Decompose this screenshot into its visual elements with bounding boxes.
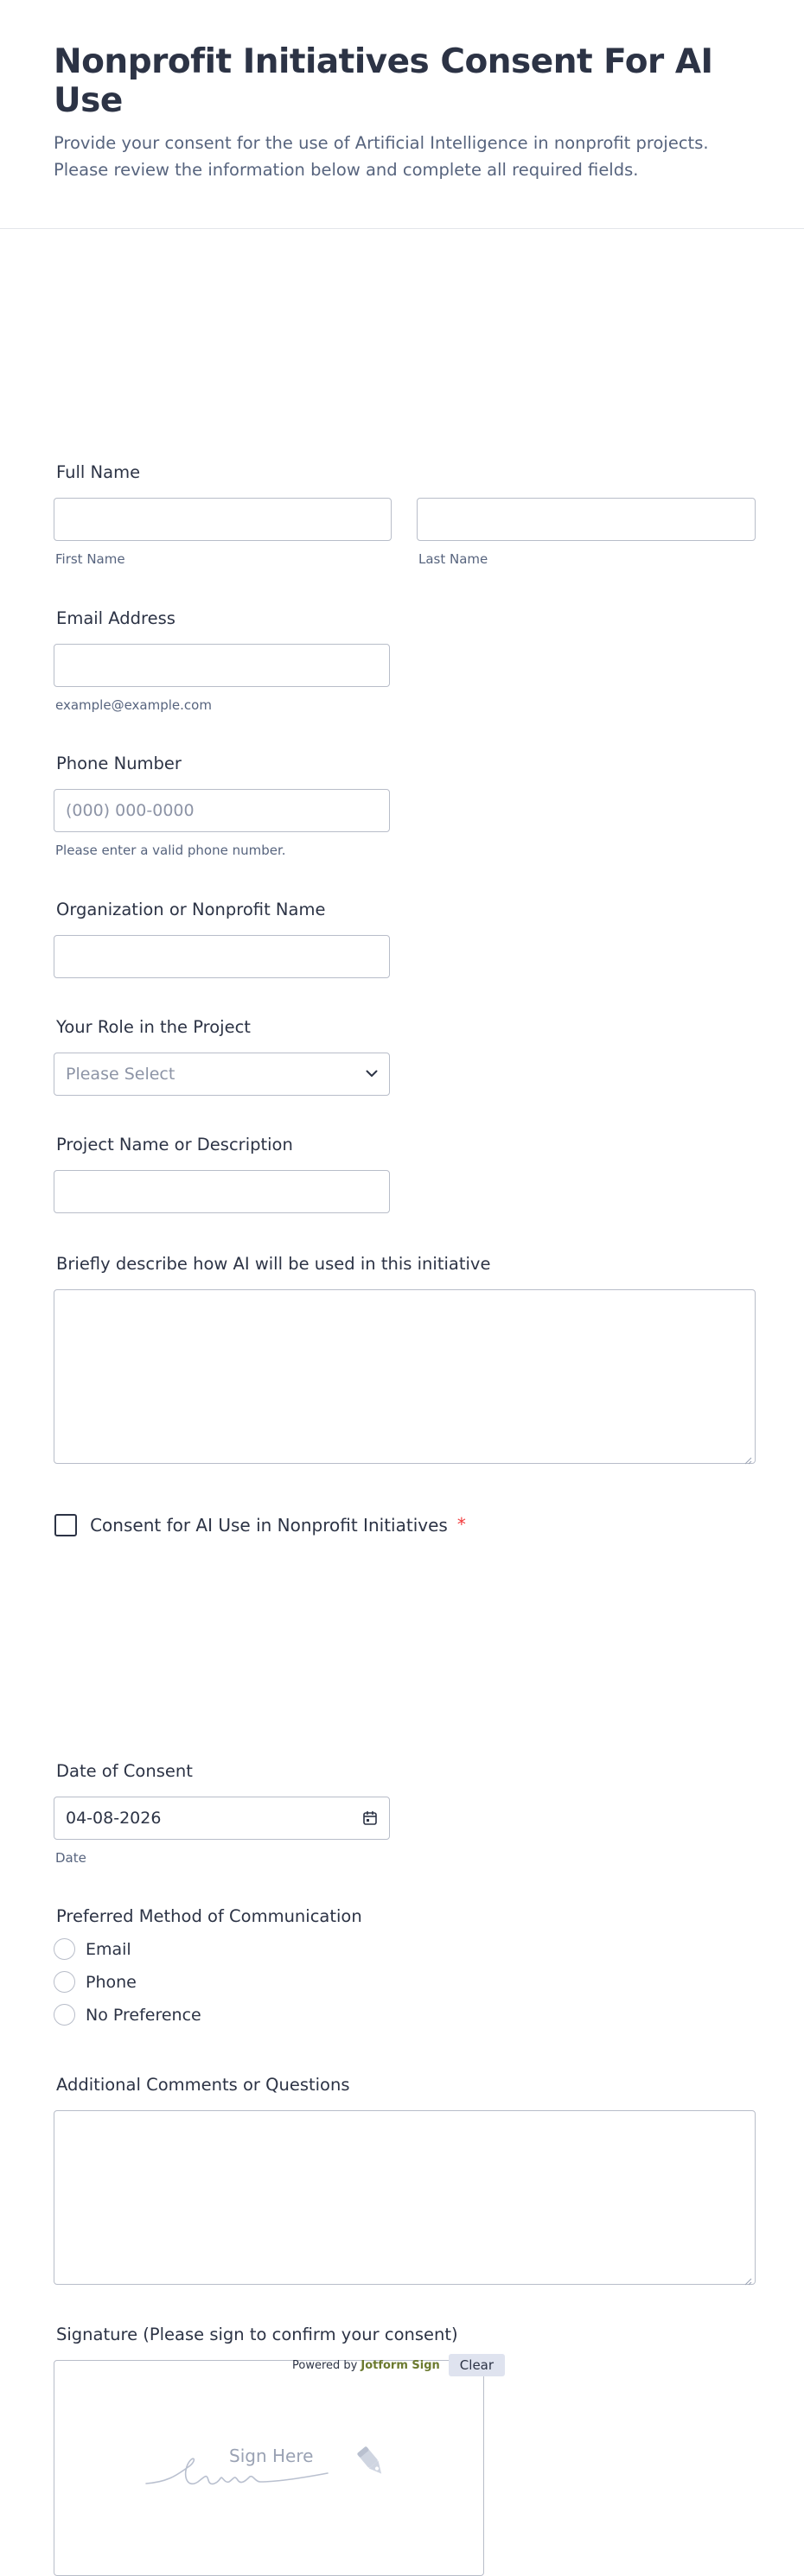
calendar-icon[interactable] — [362, 1810, 378, 1826]
pen-icon — [354, 2444, 392, 2484]
clear-signature-button[interactable]: Clear — [449, 2354, 505, 2376]
first-name-sublabel: First Name — [55, 550, 125, 567]
organization-field — [54, 899, 390, 978]
jotform-sign-brand[interactable]: Jotform Sign — [361, 2358, 440, 2372]
comments-textarea[interactable] — [54, 2110, 756, 2285]
organization-input[interactable] — [54, 935, 390, 978]
comments-field — [54, 2074, 756, 2285]
first-name-input[interactable] — [54, 498, 392, 541]
powered-by-text: Powered by — [292, 2358, 358, 2372]
consent-label[interactable]: Consent for AI Use in Nonprofit Initiatives — [90, 1514, 448, 1536]
radio-email-label[interactable]: Email — [86, 1939, 131, 1959]
full-name-field — [54, 461, 140, 484]
radio-option-email[interactable] — [54, 1933, 362, 1966]
communication-field — [54, 1905, 362, 2032]
ai-usage-field — [54, 1253, 756, 1464]
phone-input[interactable] — [54, 789, 390, 832]
role-field — [54, 1016, 390, 1096]
form-subtitle: Provide your consent for the use of Artificial Intelligence in nonprofit projects. Please review the information below and complete all required fields. — [54, 132, 709, 180]
role-selected-value: Please Select — [66, 1064, 175, 1084]
role-label: Your Role in the Project — [56, 1016, 251, 1037]
consent-checkbox[interactable] — [54, 1514, 77, 1536]
date-value: 04-08-2026 — [66, 1808, 162, 1828]
signature-pad[interactable] — [54, 2360, 484, 2576]
date-sublabel: Date — [55, 1849, 86, 1866]
radio-option-phone[interactable] — [54, 1966, 362, 1999]
required-mark: * — [456, 1513, 466, 1535]
project-field — [54, 1134, 390, 1213]
resize-grip-icon[interactable] — [743, 1452, 752, 1460]
ai-usage-textarea[interactable] — [54, 1289, 756, 1464]
consent-field — [54, 1514, 466, 1536]
role-select[interactable] — [54, 1053, 390, 1096]
date-field — [54, 1760, 390, 1866]
form-title: Nonprofit Initiatives Consent For AI Use — [54, 42, 713, 120]
first-name-group — [54, 498, 392, 567]
sign-here-prompt: Sign Here — [229, 2445, 314, 2466]
last-name-sublabel: Last Name — [418, 550, 488, 567]
resize-grip-icon[interactable] — [743, 2273, 752, 2281]
communication-label: Preferred Method of Communication — [56, 1905, 362, 1926]
radio-phone[interactable] — [54, 1971, 75, 1993]
ai-usage-label: Briefly describe how AI will be used in this initiative — [56, 1253, 491, 1274]
radio-no-preference[interactable] — [54, 2004, 75, 2026]
radio-email[interactable] — [54, 1938, 75, 1960]
last-name-group — [417, 498, 756, 567]
signature-label: Signature (Please sign to confirm your consent) — [56, 2324, 458, 2344]
organization-label: Organization or Nonprofit Name — [56, 899, 326, 919]
comments-label: Additional Comments or Questions — [56, 2074, 350, 2095]
signature-footer — [292, 2354, 505, 2376]
email-input[interactable] — [54, 644, 390, 687]
project-label: Project Name or Description — [56, 1134, 293, 1154]
phone-label: Phone Number — [56, 753, 182, 773]
radio-no-preference-label[interactable]: No Preference — [86, 2005, 201, 2025]
email-label: Email Address — [56, 607, 175, 628]
signature-scribble-icon — [144, 2447, 369, 2503]
project-input[interactable] — [54, 1170, 390, 1213]
phone-placeholder: (000) 000-0000 — [66, 800, 195, 820]
form-header — [0, 0, 804, 229]
email-field — [54, 607, 390, 713]
chevron-down-icon — [366, 1070, 378, 1078]
date-input[interactable] — [54, 1797, 390, 1840]
date-label: Date of Consent — [56, 1760, 193, 1781]
phone-field — [54, 753, 390, 858]
communication-options — [54, 1933, 362, 2032]
email-sublabel: example@example.com — [55, 696, 212, 713]
radio-option-no-preference[interactable] — [54, 1999, 362, 2032]
full-name-label: Full Name — [56, 461, 141, 482]
phone-sublabel: Please enter a valid phone number. — [55, 842, 286, 858]
last-name-input[interactable] — [417, 498, 756, 541]
radio-phone-label[interactable]: Phone — [86, 1972, 137, 1992]
